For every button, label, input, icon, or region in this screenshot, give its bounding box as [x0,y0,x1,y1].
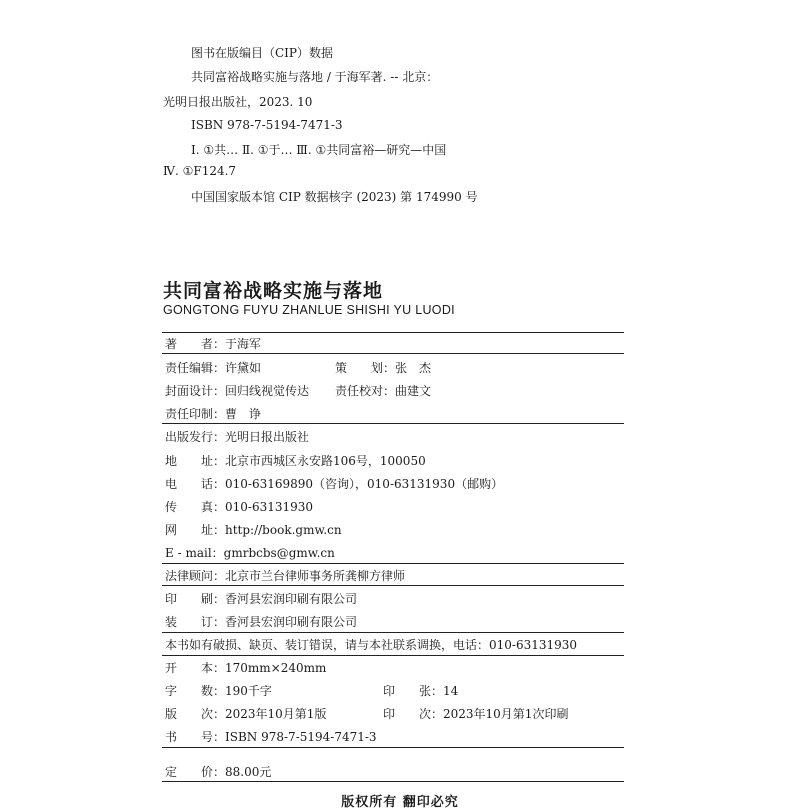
divider [162,781,624,782]
divider [162,563,624,564]
printing-field: 印 次：2023年10月第1次印刷 [383,707,569,721]
copyright-notice: 版权所有 翻印必究 [341,795,459,810]
divider [162,332,624,333]
divider [162,632,624,633]
website-field: 网 址：http://book.gmw.cn [165,523,342,537]
book-title-pinyin: GONGTONG FUYU ZHANLUE SHISHI YU LUODI [163,303,455,317]
author-field: 著 者：于海军 [165,337,262,351]
word-count-field: 字 数：190千字 [165,684,272,698]
cover-design-field: 封面设计：回归线视觉传达 [165,384,310,398]
isbn-field: 书 号：ISBN 978-7-5194-7471-3 [165,730,377,744]
cip-heading: 图书在版编目（CIP）数据 [191,46,333,60]
binder-field: 装 订：香河县宏润印刷有限公司 [165,615,358,629]
format-field: 开 本：170mm×240mm [165,661,327,675]
divider [162,585,624,586]
planner-field: 策 划：张 杰 [335,361,432,375]
replacement-notice: 本书如有破损、缺页、装订错误，请与本社联系调换，电话：010-63131930 [165,638,578,652]
divider [162,353,624,354]
address-field: 地 址：北京市西城区永安路106号，100050 [165,454,426,468]
printer-field: 印 刷：香河县宏润印刷有限公司 [165,592,358,606]
price-field: 定 价：88.00元 [165,765,272,779]
divider [162,423,624,424]
cip-title-line: 共同富裕战略实施与落地 / 于海军著. -- 北京： [191,70,439,84]
divider [162,747,624,748]
printed-sheets-field: 印 张：14 [383,684,459,698]
publisher-field: 出版发行：光明日报出版社 [165,430,310,444]
cip-record-number: 中国国家版本馆 CIP 数据核字 (2023) 第 174990 号 [191,190,478,204]
email-field: E - mail：gmrbcbs@gmw.cn [165,546,335,560]
fax-field: 传 真：010-63131930 [165,500,314,514]
edition-field: 版 次：2023年10月第1版 [165,707,327,721]
legal-counsel-field: 法律顾问：北京市兰台律师事务所龚柳方律师 [165,569,406,583]
divider [162,655,624,656]
proofreader-field: 责任校对：曲建文 [335,384,432,398]
cip-subject-line: Ⅰ. ①共… Ⅱ. ①于… Ⅲ. ①共同富裕—研究—中国 [191,143,447,157]
cip-classification-line: Ⅳ. ①F124.7 [163,164,237,178]
print-supervisor-field: 责任印制：曹 诤 [165,407,262,421]
cip-publisher-line: 光明日报出版社，2023. 10 [163,95,313,109]
editor-field: 责任编辑：许黛如 [165,361,262,375]
book-title: 共同富裕战略实施与落地 [163,280,384,302]
phone-field: 电 话：010-63169890（咨询），010-63131930（邮购） [165,477,504,491]
cip-isbn-line: ISBN 978-7-5194-7471-3 [191,118,343,132]
